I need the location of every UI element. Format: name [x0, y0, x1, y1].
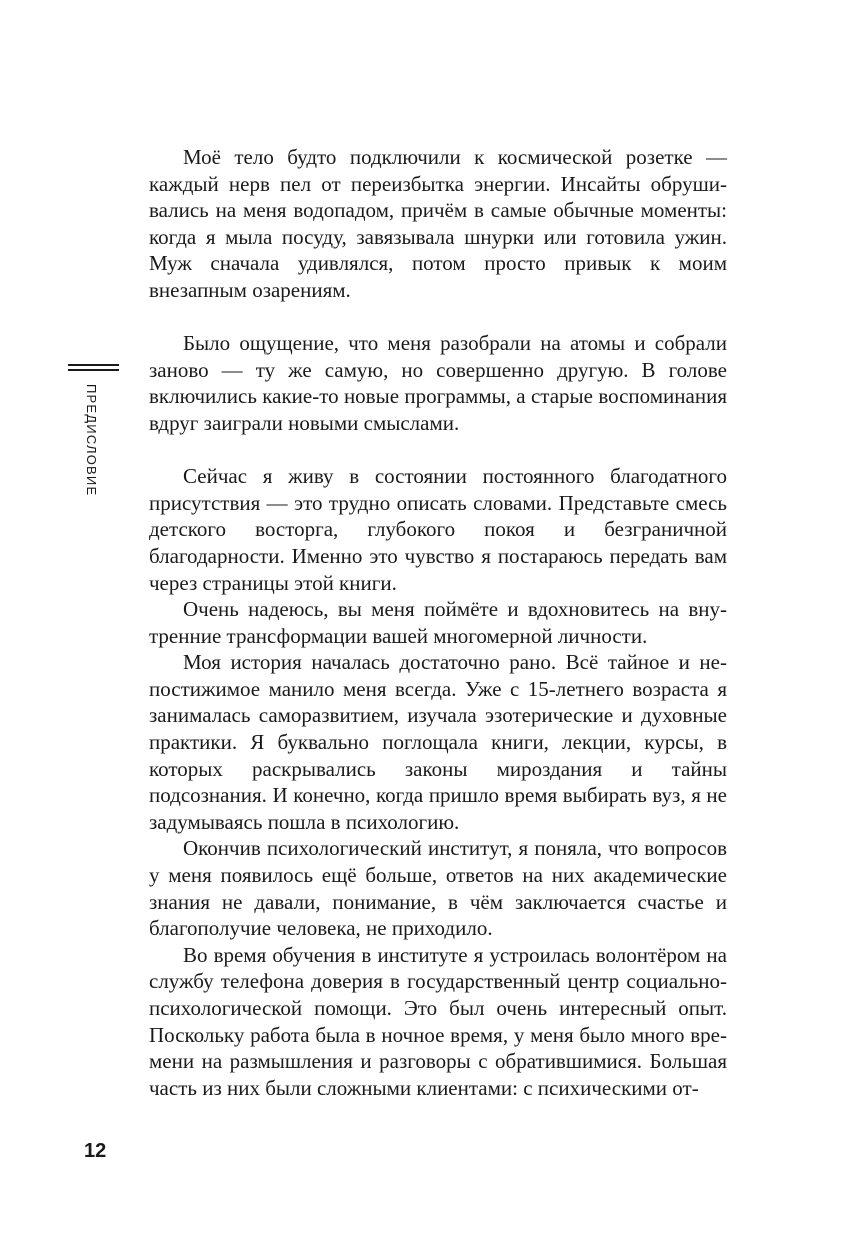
section-marker-rule: [68, 369, 119, 371]
section-label: ПРЕДИСЛОВИЕ: [84, 384, 99, 497]
paragraph: Очень надеюсь, вы меня поймёте и вдохновитесь на внутренние трансформации вашей многомерной личности.: [149, 597, 727, 648]
paragraph: Сейчас я живу в состоянии постоянного благодатного присутствия — это трудно описать словами. Представьте смесь детского восторга, глубокого покоя и безграничной благодарности. Именно это чувство я постараюсь передать вам через страницы этой книги.: [149, 464, 727, 595]
paragraph: Было ощущение, что меня разобрали на атомы и собрали заново — ту же самую, но совершенно другую. В голове включились какие-то новые программы, а старые воспоминания вдруг заиграли новыми смыслами.: [149, 331, 727, 435]
paragraph: Моя история началась достаточно рано. Всё тайное и непостижимое манило меня всегда. Уже с 15-летнего возраста я занималась саморазвитием, изучала эзотерические и духовные практики. Я буквально поглощала книги, лекции, курсы, в которых раскрывались законы мироздания и тайны подсознания. И конечно, когда пришло время выбирать вуз, я не задумываясь пошла в психологию.: [149, 650, 727, 834]
section-marker-rule: [68, 364, 119, 366]
paragraph: Моё тело будто подключили к космической розетке — каждый нерв пел от переизбытка энергии. Инсайты обрушивались на меня водопадом, причём в самые обычные моменты: когда я мыла посуду, завязывала шнурки или готовила ужин. Муж сначала удивлялся, потом просто привык к моим внезапным озарениям.: [149, 145, 727, 302]
page-number: 12: [84, 1140, 107, 1162]
paragraph: Окончив психологический институт, я поняла, что вопросов у меня появилось ещё больше, ответов на них академические знания не давали, понимание, в чём заключается счастье и благополучие человека, не приходило.: [149, 836, 727, 941]
paragraph: Во время обучения в институте я устроилась волонтёром на службу телефона доверия в государственный центр социально-психологической помощи. Это был очень интересный опыт. Поскольку работа была в ночное время, у меня было много времени на размышления и разговоры с обратившимися. Большая часть из них были сложными клиентами: с психическими от-: [149, 942, 727, 1100]
body-text: [149, 144, 727, 1101]
